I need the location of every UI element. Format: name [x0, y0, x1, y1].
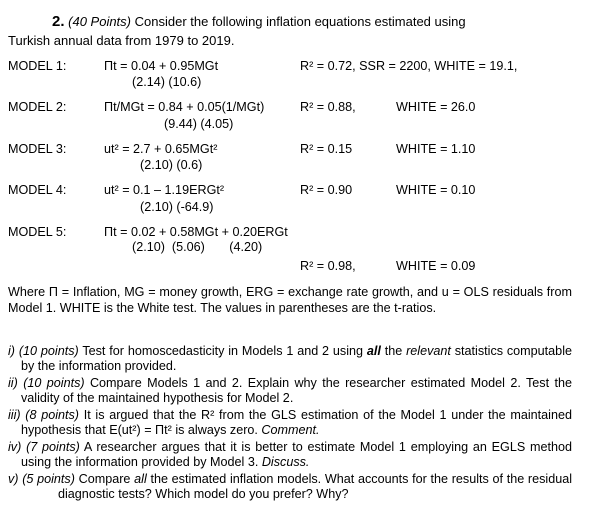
question-iv-points: (7 points)	[26, 440, 80, 454]
definitions-paragraph: Where Π = Inflation, MG = money growth, ERG = exchange rate growth, and u = OLS residuals from Model 1. WHITE is the White test. The values in parentheses are the t-ratios.	[8, 285, 572, 315]
question-i-points: (10 points)	[18, 344, 79, 358]
model-2-equation: Πt/MGt = 0.84 + 0.05(1/MGt)	[104, 100, 265, 114]
question-header	[52, 14, 466, 29]
question-intro: Consider the following inflation equations estimated using	[131, 14, 466, 29]
model-2-white: WHITE = 26.0	[396, 100, 476, 114]
model-5-stats: R² = 0.98,	[300, 259, 356, 273]
question-v-all: all	[134, 472, 147, 486]
model-2-tratios: (9.44) (4.05)	[164, 117, 234, 131]
question-v	[8, 472, 572, 502]
question-i-text-c: statistics computable by the information provided.	[21, 344, 572, 373]
question-iv	[8, 440, 572, 470]
model-4-equation: ut² = 0.1 – 1.19ERGt²	[104, 183, 225, 197]
model-3-white: WHITE = 1.10	[396, 142, 476, 156]
model-1-stats: R² = 0.72, SSR = 2200, WHITE = 19.1,	[300, 59, 518, 73]
question-i-text-b: the	[380, 344, 407, 358]
question-iii-points: (8 points)	[25, 408, 79, 422]
question-i-all: all	[366, 344, 381, 358]
question-v-text-b: the estimated inflation models. What accounts for the results of the residual diagnostic tests? Which model do you prefer? Why?	[58, 472, 573, 501]
question-ii	[8, 376, 572, 406]
model-3-equation: ut² = 2.7 + 0.65MGt²	[104, 142, 218, 156]
model-5-white: WHITE = 0.09	[396, 259, 476, 273]
question-v-number: v)	[8, 472, 19, 486]
question-iii-text: It is argued that the R² from the GLS estimation of the Model 1 under the maintained hypothesis that E(ut²) = Πt² is always zero.	[21, 408, 572, 437]
model-3-label: MODEL 3:	[8, 142, 67, 156]
model-5-equation: Πt = 0.02 + 0.58MGt + 0.20ERGt	[104, 225, 288, 239]
model-2-stats: R² = 0.88,	[300, 100, 356, 114]
question-iv-text: A researcher argues that it is better to estimate Model 1 employing an EGLS method using the information provided by Model 3.	[21, 440, 573, 469]
question-i-number: i)	[8, 344, 15, 358]
question-v-text-a: Compare	[74, 472, 135, 486]
question-list	[8, 344, 572, 502]
question-points: (40 Points)	[68, 14, 132, 29]
question-iii-number: iii)	[8, 408, 21, 422]
model-2-label: MODEL 2:	[8, 100, 67, 114]
model-1-label: MODEL 1:	[8, 59, 67, 73]
question-intro-line2: Turkish annual data from 1979 to 2019.	[8, 33, 235, 48]
question-i-text-a: Test for homoscedasticity in Models 1 and 2 using	[78, 344, 367, 358]
model-1-equation: Πt = 0.04 + 0.95MGt	[104, 59, 219, 73]
question-iii	[8, 408, 572, 438]
model-4-label: MODEL 4:	[8, 183, 67, 197]
model-3-tratios: (2.10) (0.6)	[140, 158, 203, 172]
question-ii-points: (10 points)	[23, 376, 85, 390]
question-iv-number: iv)	[8, 440, 22, 454]
question-v-points: (5 points)	[22, 472, 75, 486]
model-5-tratios: (2.10) (5.06) (4.20)	[132, 240, 263, 254]
model-5-label: MODEL 5:	[8, 225, 67, 239]
question-iv-discuss: Discuss.	[261, 455, 310, 469]
model-4-tratios: (2.10) (-64.9)	[140, 200, 214, 214]
question-number: 2.	[52, 13, 65, 30]
model-4-stats: R² = 0.90	[300, 183, 353, 197]
question-ii-number: ii)	[8, 376, 18, 390]
question-ii-text: Compare Models 1 and 2. Explain why the researcher estimated Model 2. Test the validity of the maintained hypothesis for Model 2.	[21, 376, 572, 405]
model-1-tratios: (2.14) (10.6)	[132, 75, 202, 89]
question-i	[8, 344, 572, 374]
question-iii-comment: Comment.	[261, 423, 320, 437]
model-4-white: WHITE = 0.10	[396, 183, 476, 197]
model-3-stats: R² = 0.15	[300, 142, 353, 156]
question-i-relevant: relevant	[406, 344, 451, 358]
